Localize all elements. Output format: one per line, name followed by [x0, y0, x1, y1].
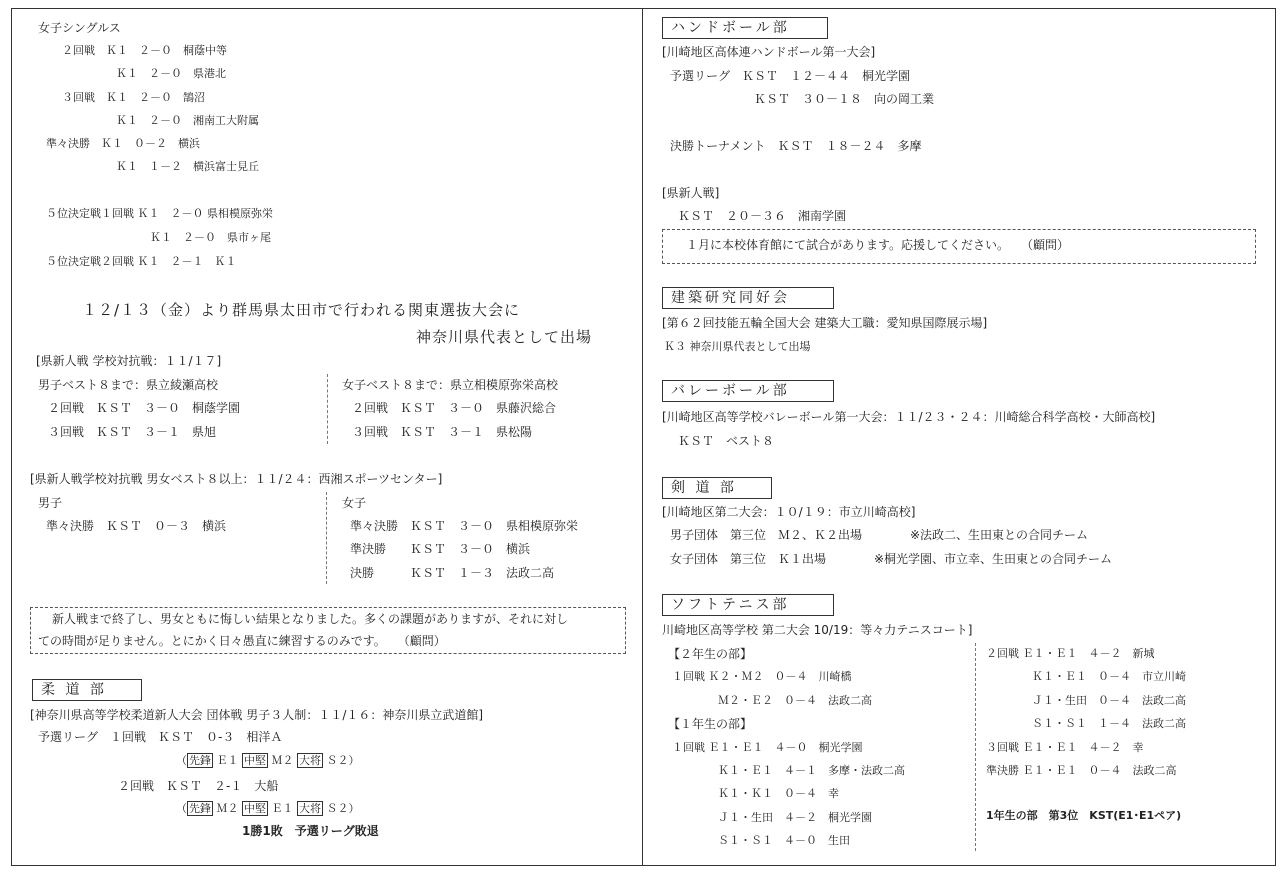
singles-line: ３回戦 Ｋ１ ２－０ 鵠沼	[62, 91, 205, 104]
shinjin-girls-head: 女子ベスト８まで：県立相模原弥栄高校	[342, 378, 559, 392]
chuken-box: 中堅	[244, 802, 266, 815]
handball-meet-2: [県新人戦]	[662, 186, 720, 200]
judo-round1: 予選リーグ １回戦 ＫＳＴ ０-３ 相洋Ａ	[38, 730, 283, 744]
kendo-result: 男子団体 第三位 Ｍ２、Ｋ２出場 ※法政二、生田東との合同チーム	[670, 528, 1089, 542]
lineup-s2: Ｓ２）	[323, 802, 360, 815]
senpo-box: 先鋒	[189, 754, 211, 767]
softtennis-meet: 川崎地区高等学校 第二大会 10/19：等々力テニスコート]	[662, 623, 973, 637]
handball-title: ハンドボール部	[662, 17, 828, 39]
kendo-meet: [川崎地区第二大会：１０/１９：市立川崎高校]	[662, 505, 916, 519]
column-divider	[642, 8, 643, 866]
kanto-announcement: １２/１３（金）より群馬県太田市で行われる関東選抜大会に	[82, 301, 521, 319]
judo-title: 柔 道 部	[32, 679, 142, 701]
kenchiku-title: 建築研究同好会	[662, 287, 834, 309]
singles-line: Ｋ１ ２－０ 湘南工大附属	[116, 114, 259, 127]
singles-line: ５位決定戦２回戦 Ｋ１ ２－１ Ｋ１	[46, 255, 237, 268]
handball-result: 決勝トーナメント ＫＳＴ １８－２４ 多摩	[670, 139, 922, 153]
column-dash-divider	[326, 492, 327, 584]
softtennis-result: ３回戦 Ｅ１・Ｅ１ ４－２ 幸	[986, 741, 1144, 754]
softtennis-result: １回戦 Ｋ２・Ｍ２ ０－４ 川崎橋	[672, 670, 852, 683]
judo-meet: [神奈川県高等学校柔道新人大会 団体戦 男子３人制：１１/１６：神奈川県立武道館]	[30, 708, 484, 722]
softtennis-result: １回戦 Ｅ１・Ｅ１ ４－０ 桐光学園	[672, 741, 863, 754]
paren: （	[176, 802, 187, 815]
best8-girls-result: 準決勝 ＫＳＴ ３－０ 横浜	[350, 542, 531, 556]
best8-boys-result: 準々決勝 ＫＳＴ ０－３ 横浜	[46, 519, 227, 533]
singles-line: Ｋ１ １－２ 横浜富士見丘	[116, 160, 259, 173]
singles-line: 準々決勝 Ｋ１ ０－２ 横浜	[46, 137, 200, 150]
softtennis-result: ２回戦 Ｅ１・Ｅ１ ４－２ 新城	[986, 647, 1155, 660]
singles-heading: 女子シングルス	[38, 21, 121, 35]
shinjin-boys-head: 男子ベスト８まで：県立綾瀬高校	[38, 378, 219, 392]
kanto-announcement-2: 神奈川県代表として出場	[416, 328, 593, 346]
shinjin-boys-result: ２回戦 ＫＳＴ ３－０ 桐蔭学園	[48, 401, 241, 415]
lineup-e1: Ｅ１	[213, 754, 242, 767]
shinjin-title: [県新人戦 学校対抗戦：１１/１７]	[36, 354, 222, 368]
coach-comment: 新人戦まで終了し、男女ともに悔しい結果となりました。多くの課題がありますが、それに対し	[52, 612, 569, 626]
kenchiku-meet: [第６２回技能五輪全国大会 建築大工職：愛知県国際展示場]	[662, 316, 988, 330]
softtennis-result: Ｊ１・生田 ４－２ 桐光学園	[718, 811, 872, 824]
softtennis-result: Ｋ１・Ｅ１ ４－１ 多摩・法政二高	[718, 764, 905, 777]
softtennis-result: Ｓ１・Ｓ１ ４－０ 生田	[718, 834, 850, 847]
softtennis-title: ソフトテニス部	[662, 594, 834, 616]
kendo-result: 女子団体 第三位 Ｋ１出場 ※桐光学園、市立幸、生田東との合同チーム	[670, 552, 1113, 566]
column-dash-divider	[975, 643, 976, 851]
softtennis-result: Ｋ１・Ｅ１ ０－４ 市立川崎	[1032, 670, 1186, 683]
lineup-e1: Ｅ１	[268, 802, 297, 815]
best8-girls-result: 決勝 ＫＳＴ １－３ 法政二高	[350, 566, 555, 580]
chuken-box: 中堅	[244, 754, 266, 767]
shinjin-girls-result: ２回戦 ＫＳＴ ３－０ 県藤沢総合	[352, 401, 557, 415]
shinjin-girls-result: ３回戦 ＫＳＴ ３－１ 県松陽	[352, 425, 533, 439]
singles-line: Ｋ１ ２－０ 県市ヶ尾	[150, 231, 271, 244]
judo-round2: ２回戦 ＫＳＴ ２-１ 大船	[118, 779, 279, 793]
taisho-box: 大将	[299, 802, 321, 815]
softtennis-1st-head: 【１年生の部】	[668, 717, 753, 731]
coach-comment-2: ての時間が足りません。とにかく日々愚直に練習するのみです。 （顧問）	[38, 634, 446, 648]
softtennis-result: Ｋ１・Ｋ１ ０－４ 幸	[718, 787, 839, 800]
judo-lineup-1	[176, 754, 360, 768]
best8-title: [県新人戦学校対抗戦 男女ベスト８以上：１１/２４：西湘スポーツセンター]	[30, 472, 443, 486]
handball-meet: [川崎地区高体連ハンドボール第一大会]	[662, 45, 876, 59]
volley-meet: [川崎地区高等学校バレーボール第一大会：１１/２３・２４：川崎総合科学高校・大師高校]	[662, 410, 1156, 424]
volley-result: ＫＳＴ ベスト８	[678, 434, 775, 448]
lineup-m2: Ｍ２	[213, 802, 242, 815]
shinjin-boys-result: ３回戦 ＫＳＴ ３－１ 県旭	[48, 425, 217, 439]
handball-result: ＫＳＴ ３０－１８ 向の岡工業	[754, 92, 935, 106]
best8-girls-result: 準々決勝 ＫＳＴ ３－０ 県相模原弥栄	[350, 519, 579, 533]
judo-result: 1勝1敗 予選リーグ敗退	[242, 824, 379, 838]
taisho-box: 大将	[299, 754, 321, 767]
softtennis-result: Ｓ１・Ｓ１ １－４ 法政二高	[1032, 717, 1186, 730]
handball-result: ＫＳＴ ２０－３６ 湘南学園	[678, 209, 847, 223]
lineup-s2: Ｓ２）	[323, 754, 360, 767]
softtennis-result: Ｍ２・Ｅ２ ０－４ 法政二高	[718, 694, 872, 707]
kenchiku-result: Ｋ３ 神奈川県代表として出場	[664, 340, 811, 353]
best8-boys-label: 男子	[38, 496, 63, 510]
softtennis-result: Ｊ１・生田 ０－４ 法政二高	[1032, 694, 1186, 707]
singles-line: ５位決定戦１回戦 Ｋ１ ２－０ 県相模原弥栄	[46, 207, 273, 220]
softtennis-result: 準決勝 Ｅ１・Ｅ１ ０－４ 法政二高	[986, 764, 1177, 777]
volley-title: バレーボール部	[662, 380, 834, 402]
handball-result: 予選リーグ ＫＳＴ １２－４４ 桐光学園	[670, 69, 911, 83]
softtennis-final: 1年生の部 第3位 KST(E1･E1ペア)	[986, 809, 1182, 822]
column-dash-divider	[327, 374, 328, 444]
judo-lineup-2	[176, 802, 360, 816]
singles-line: ２回戦 Ｋ１ ２－０ 桐蔭中等	[62, 44, 227, 57]
best8-girls-label: 女子	[342, 496, 367, 510]
paren: （	[176, 754, 187, 767]
handball-notice: １月に本校体育館にて試合があります。応援してください。 （顧問）	[686, 238, 1070, 252]
kendo-title: 剣 道 部	[662, 477, 772, 499]
softtennis-2nd-head: 【２年生の部】	[668, 647, 753, 661]
lineup-m2: Ｍ２	[268, 754, 297, 767]
singles-line: Ｋ１ ２－０ 県港北	[116, 67, 226, 80]
senpo-box: 先鋒	[189, 802, 211, 815]
